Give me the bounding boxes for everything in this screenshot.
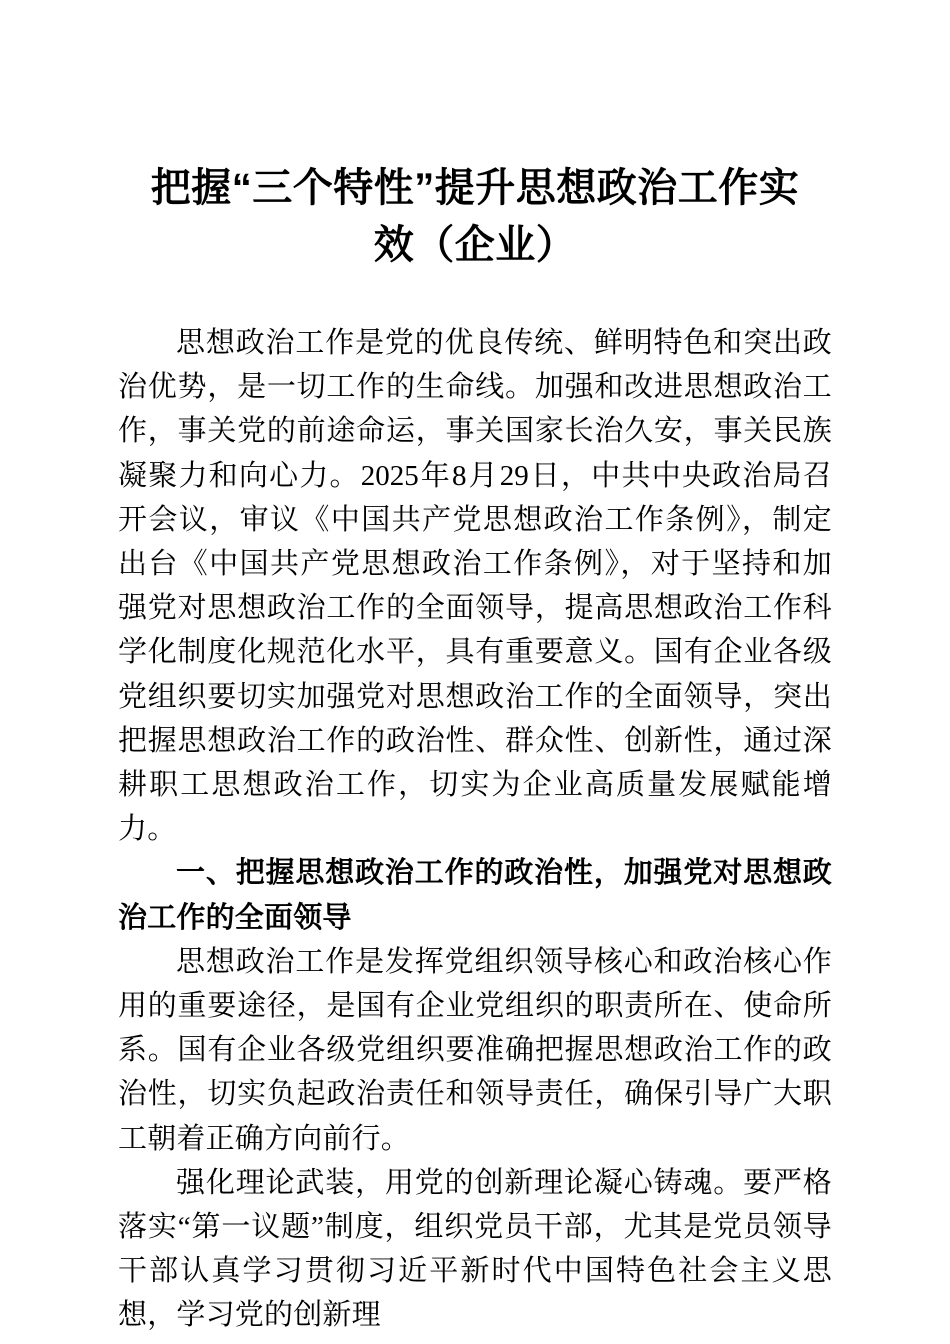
page-title [118,0,832,274]
page-title-line-2: 效（企业） [373,223,577,267]
inline-number: 29 [499,459,529,492]
document-content-column [118,0,832,1338]
paragraph-section-one-b: 强化理论武装，用党的创新理论凝心铸魂。要严格落实“第一议题”制度，组织党员干部，尤其是党员领导干部认真学习贯彻习近平新时代中国特色社会主义思想，学习党的创新理 [118,1166,832,1332]
inline-number: 8 [452,459,467,492]
paragraph-section-one-a: 思想政治工作是发挥党组织领导核心和政治核心作用的重要途径，是国有企业党组织的职责所在、使命所系。国有企业各级党组织要准确把握思想政治工作的政治性，切实负起政治责任和领导责任，确保引导广大职工朝着正确方向前行。 [118,945,832,1155]
section-heading-one: 一、把握思想政治工作的政治性，加强党对思想政治工作的全面领导 [118,857,832,934]
page-title-line-1: 把握“三个特性”提升思想政治工作实 [150,166,800,210]
paragraph-intro: 思想政治工作是党的优良传统、鲜明特色和突出政治优势，是一切工作的生命线。加强和改进思想政治工作，事关党的前途命运，事关国家长治久安，事关民族凝聚力和向心力。2025年8月29日，中共中央政治局召开会议，审议《中国共产党思想政治工作条例》，制定出台《中国共产党思想政治工作条例》，对于坚持和加强党对思想政治工作的全面领导，提高思想政治工作科学化制度化规范化水平，具有重要意义。国有企业各级党组织要切实加强党对思想政治工作的全面领导，突出把握思想政治工作的政治性、群众性、创新性，通过深耕职工思想政治工作，切实为企业高质量发展赋能增力。 [118,327,832,846]
inline-number: 2025 [360,459,419,492]
